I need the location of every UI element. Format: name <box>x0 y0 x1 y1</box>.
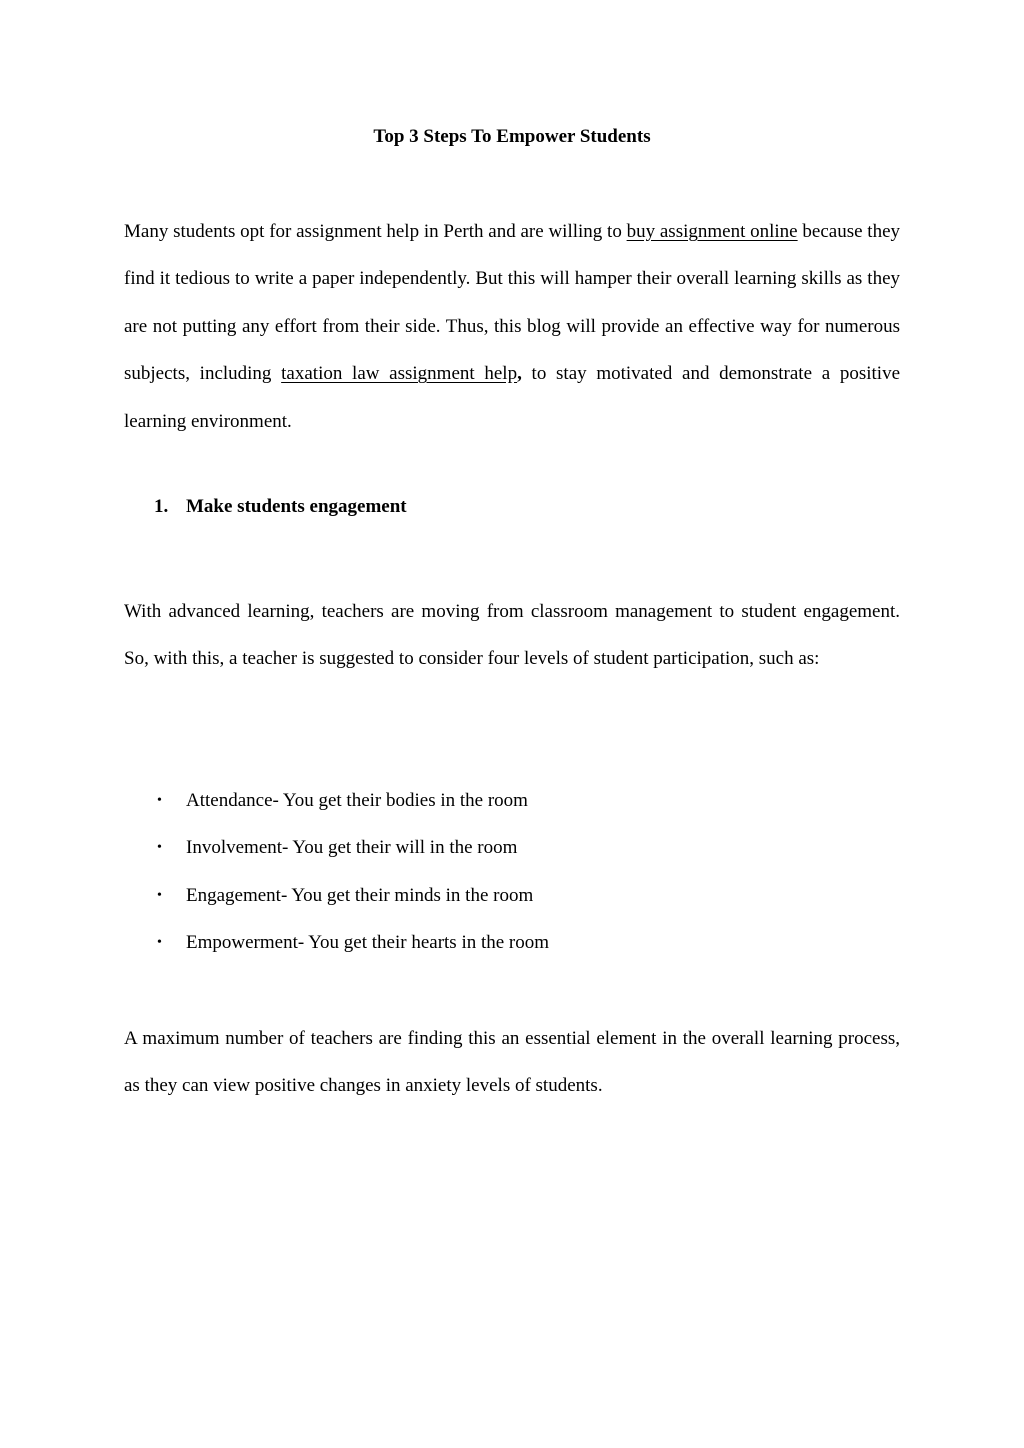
intro-paragraph <box>124 208 900 445</box>
intro-text-2: because they find it tedious to write a paper independently. But this will hamper their overall learning skills as they are not putting any effort from their side. Thus, this blog will provide an effective way for numerous subjects, including <box>124 221 901 385</box>
section-heading-text: Make students engagement <box>186 496 407 517</box>
bullet-icon: • <box>157 840 162 856</box>
intro-bold-comma: , <box>517 363 522 385</box>
bullet-icon: • <box>157 887 162 903</box>
list-item-text: Attendance- You get their bodies in the room <box>186 790 528 811</box>
participation-levels-list <box>124 777 549 967</box>
document-title: Top 3 Steps To Empower Students <box>373 126 651 147</box>
engagement-paragraph: With advanced learning, teachers are moving from classroom management to student engagement. So, with this, a teacher is suggested to consider four levels of student participation, such as: <box>124 601 900 670</box>
list-item-text: Involvement- You get their will in the room <box>186 837 518 859</box>
list-item <box>124 872 549 919</box>
bullet-icon: • <box>157 793 162 808</box>
taxation-law-assignment-help-link[interactable]: taxation law assignment help <box>281 363 518 385</box>
list-item <box>124 824 549 871</box>
list-item <box>124 777 549 824</box>
intro-text-4: to stay motivated and demonstrate a positive learning environment. <box>124 363 901 432</box>
section-number: 1. <box>154 496 169 517</box>
section-heading <box>154 494 407 520</box>
list-item-text: Empowerment- You get their hearts in the room <box>186 932 550 954</box>
intro-text-1: Many students opt for assignment help in Perth and are willing to <box>124 221 627 242</box>
list-item-text: Engagement- You get their minds in the room <box>186 884 534 906</box>
buy-assignment-online-link[interactable]: buy assignment online <box>626 221 798 242</box>
bullet-icon: • <box>157 935 162 951</box>
list-item <box>124 919 549 966</box>
closing-paragraph: A maximum number of teachers are finding this an essential element in the overall learning process, as they can view positive changes in anxiety levels of students. <box>124 1028 900 1097</box>
